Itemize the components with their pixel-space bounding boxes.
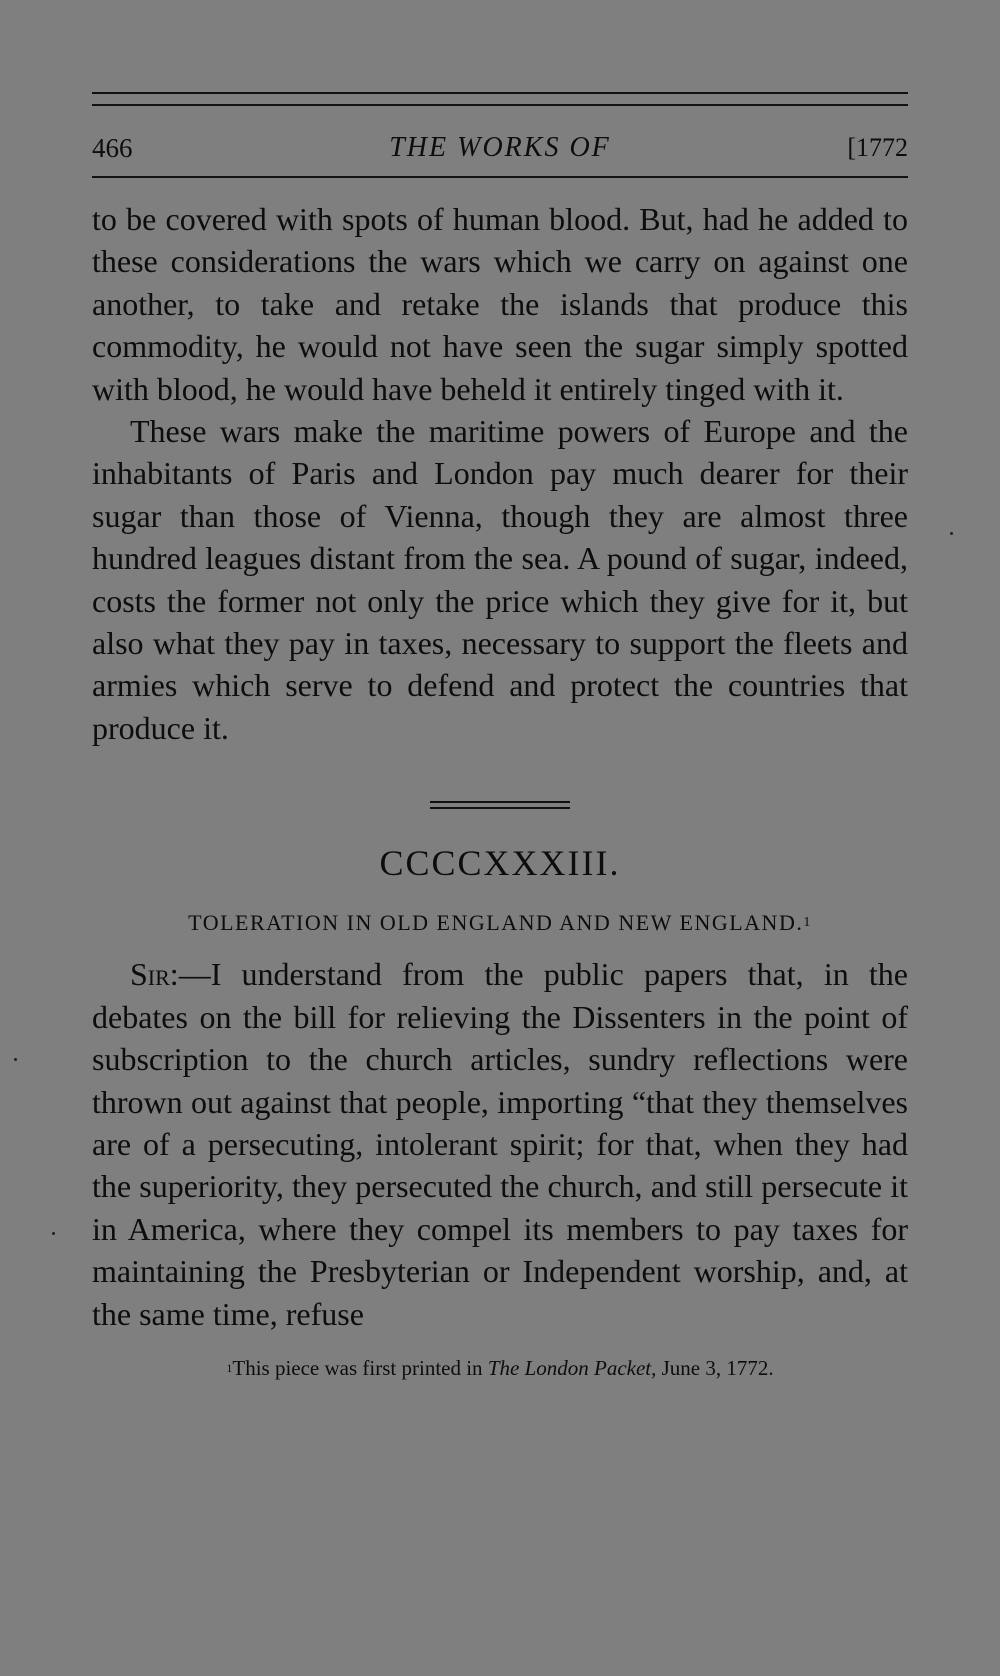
footnote-marker-heading: 1 [803, 915, 812, 931]
top-rule-outer [92, 92, 908, 94]
scan-speck [14, 1058, 17, 1061]
footnote-marker: 1 [226, 1360, 233, 1375]
footnote-text-before: This piece was first printed in [232, 1355, 488, 1380]
section-number: CCCCXXXIII. [379, 843, 621, 884]
section-divider [430, 801, 570, 809]
scan-speck [950, 532, 953, 535]
paragraph-continued: to be covered with spots of human blood. But, had he added to these considerations the wars which we carry on against one another, to take and retake the islands that produce this commodity, he would not have seen the sugar simply spotted with blood, he would have beheld it entirely tinged with it. [92, 201, 908, 407]
running-title: THE WORKS OF [389, 132, 611, 163]
letter-text: :—I understand from the public papers that, in the debates on the bill for relieving the Dissenters in the point of subscription to the church articles, sundry reflections were thrown out against that people, importing “that they themselves are of a persecuting, intolerant spirit; for that, when they had the superiority, they persecuted the church, and still persecute it in America, where they compel its members to pay taxes for maintaining the Presbyterian or Independent worship, and, at the same time, refuse [92, 956, 908, 1332]
running-head [92, 128, 908, 168]
footnote-publication: The London Packet, [487, 1355, 657, 1380]
letter-paragraph [92, 953, 908, 1335]
running-year: [1772 [847, 133, 908, 162]
page-number: 466 [92, 133, 133, 163]
scan-speck [52, 1232, 55, 1235]
paragraph-wars: These wars make the maritime powers of Europe and the inhabitants of Paris and London pay much dearer for their sugar than those of Vienna, though they are almost three hundred leagues distant from the sea. A pound of sugar, indeed, costs the former not only the price which they give for it, but also what they pay in taxes, necessary to support the fleets and armies which serve to defend and protect the countries that produce it. [92, 413, 908, 746]
top-rule-inner [92, 104, 908, 106]
footnote-text-after: June 3, 1772. [656, 1355, 774, 1380]
section-heading [92, 907, 908, 939]
book-page [92, 92, 908, 1383]
footnote [92, 1353, 908, 1383]
header-rule [92, 176, 908, 178]
section-heading-text: TOLERATION IN OLD ENGLAND AND NEW ENGLAND. [188, 910, 804, 936]
letter-salutation: Sir [130, 956, 170, 993]
